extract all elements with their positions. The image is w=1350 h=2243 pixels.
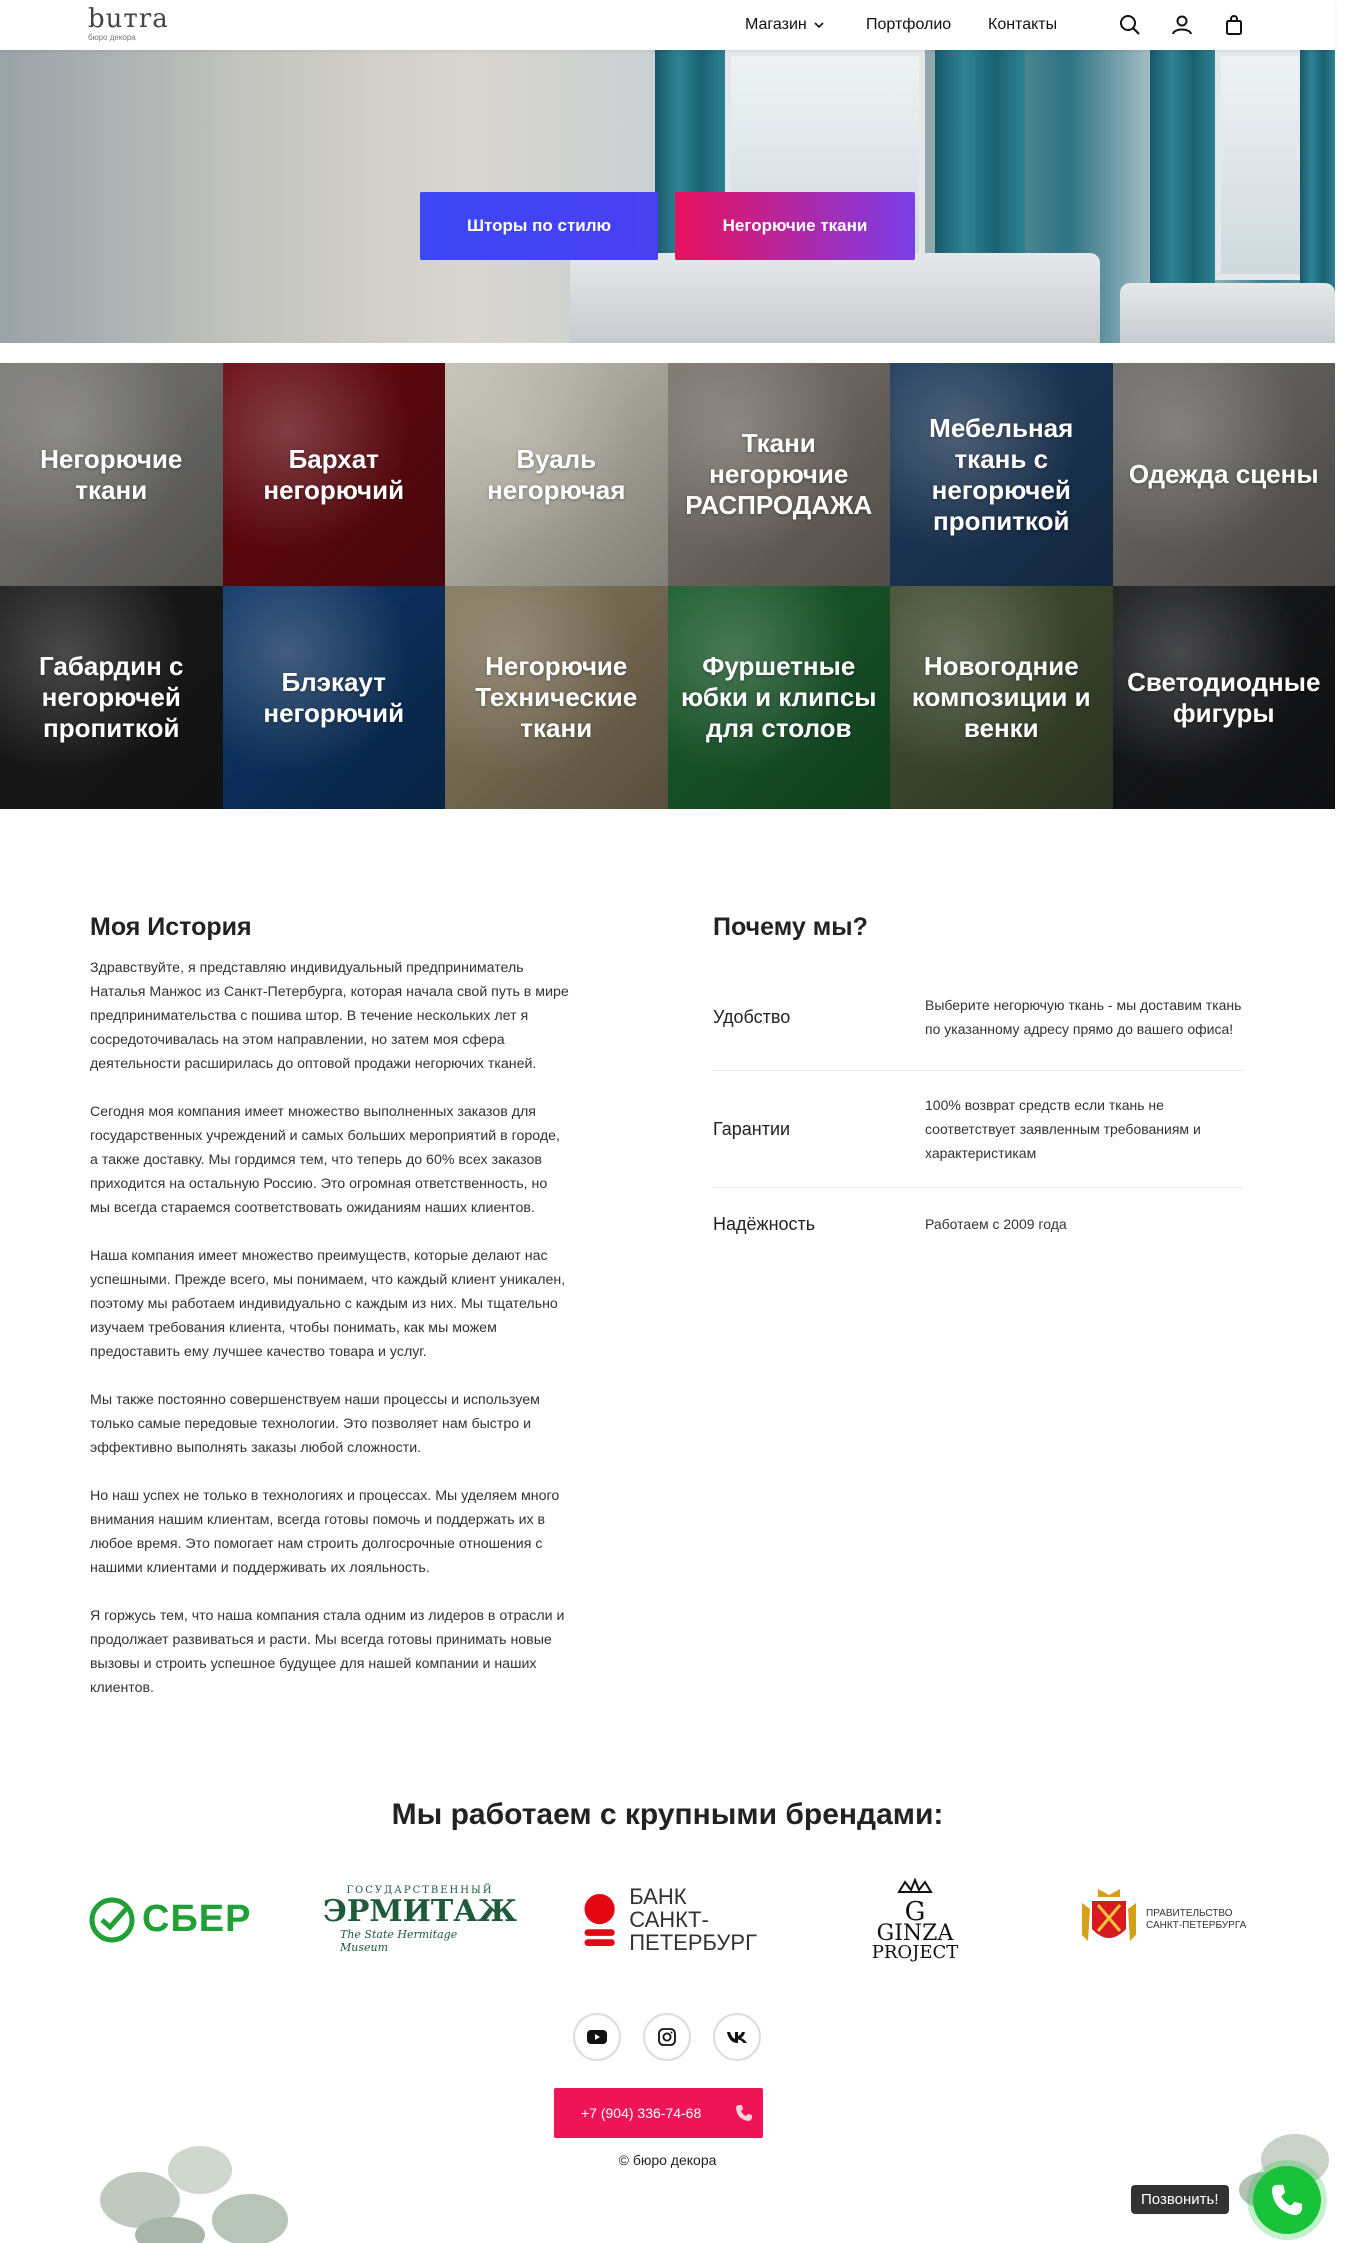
why-key: Надёжность [713,1213,816,1234]
category-label: Вуаль негорючая [487,443,626,505]
story-paragraph: Сегодня моя компания имеет множество выполненных заказов для государственных учреждений и самых больших мероприятий в городе, а также доставку. Мы гордимся тем, что теперь до 60% всех заказов приходится на остальную Россию. Это огромная ответственность, но мы всегда стараемся соответствовать ожиданиям наших клиентов. [90,1104,560,1216]
phone-icon [735,2104,753,2122]
search-icon[interactable] [1118,13,1142,37]
category-tile[interactable] [890,363,1113,586]
category-tile[interactable] [223,363,446,586]
hero-sofa [570,253,1100,343]
bank-line: ПЕТЕРБУРГ [629,1930,757,1955]
brands-title: Мы работаем с крупными брендами: [391,1798,944,1831]
category-label: Бархат негорючий [263,443,405,505]
category-tile[interactable] [668,363,891,586]
phone-number: +7 (904) 336-74-68 [581,2105,702,2121]
story-paragraph: Мы также постоянно совершенствуем наши процессы и используем только самые передовые технологии. Это позволяет нам быстро и эффективно выполнять заказы любой сложности. [90,1392,540,1456]
logo-mark: buтra [88,4,169,34]
category-tile[interactable] [1113,363,1336,586]
call-button[interactable] [1253,2166,1321,2234]
why-table [713,964,1243,1260]
copyright: © бюро декора [618,2152,717,2168]
category-label: Фуршетные юбки и клипсы для столов [680,651,877,743]
styles-curtains-button[interactable]: Шторы по стилю [420,192,658,260]
brand-hermitage [322,1872,518,1967]
logo-subtitle: бюро декора [88,33,136,42]
why-key: Удобство [713,1006,791,1027]
bank-logo-icon [582,1885,617,1955]
category-grid [0,363,1335,809]
category-tile[interactable] [668,586,891,809]
why-value: Выберите негорючую ткань - мы доставим ткань по указанному адресу прямо до вашего офиса! [925,997,1242,1037]
decorative-leaf-icon [80,2130,300,2243]
youtube-icon [587,2029,607,2045]
crown-icon [891,1878,939,1924]
hermitage-main: ЭРМИТАЖ [322,1894,518,1929]
svg-text:G: G [904,1896,926,1924]
call-tooltip[interactable]: Позвонить! [1131,2185,1229,2214]
coat-of-arms-icon [1078,1885,1140,1955]
hermitage-sub: The State Hermitage Museum [340,1928,458,1954]
fireproof-fabrics-button[interactable]: Негорючие ткани [675,192,915,260]
why-row [713,964,1243,1071]
category-label: Блэкаут негорючий [263,666,405,728]
nav-contacts[interactable]: Контакты [988,16,1058,33]
user-icon[interactable] [1170,13,1194,37]
category-label: Одежда сцены [1128,459,1319,489]
hermitage-top: ГОСУДАРСТВЕННЫЙ [346,1885,494,1896]
bag-icon[interactable] [1222,13,1246,37]
brand-bank-spb [582,1872,757,1967]
gov-line: САНКТ-ПЕТЕРБУРГА [1146,1919,1247,1931]
sber-text: СБЕР [142,1898,252,1940]
category-tile[interactable] [445,363,668,586]
gov-line: ПРАВИТЕЛЬСТВО [1146,1907,1233,1919]
why-title: Почему мы? [713,913,868,941]
category-label: Габардин с негорючей пропиткой [39,651,184,743]
nav-portfolio[interactable]: Портфолио [866,16,952,33]
hero-banner [0,50,1335,343]
instagram-button[interactable] [643,2013,691,2061]
chevron-down-icon [813,19,825,31]
site-header [0,0,1335,50]
vk-icon [726,2030,748,2044]
hero-sofa [1120,283,1335,343]
story-paragraph: Здравствуйте, я представляю индивидуальный предприниматель Наталья Манжос из Санкт-Петербурга, которая начала свой путь в мире предпринимательства с пошива штор. В течение нескольких лет я сосредоточивалась на этом направлении, но затем моя сфера деятельности расширилась до оптовой продажи негорючих тканей. [90,960,569,1072]
story-title: Моя История [90,913,252,941]
category-tile[interactable] [0,586,223,809]
brand-gov-spb [1078,1872,1248,1967]
category-label: Ткани негорючие РАСПРОДАЖА [685,428,873,520]
instagram-icon [658,2028,676,2046]
why-row [713,1071,1243,1188]
nav-shop[interactable] [745,0,825,50]
youtube-button[interactable] [573,2013,621,2061]
brand-sber [88,1872,258,1967]
category-tile[interactable] [890,586,1113,809]
why-row [713,1188,1243,1260]
why-value: 100% возврат средств если ткань не соответствует заявленным требованиям и характеристикам [925,1097,1201,1161]
category-label: Мебельная ткань с негорючей пропиткой [929,412,1074,536]
category-tile[interactable] [223,586,446,809]
nav-shop-label: Магазин [745,16,807,33]
category-label: Негорючие ткани [40,443,183,505]
phone-icon [1270,2183,1304,2217]
category-tile[interactable] [445,586,668,809]
category-label: Новогодние композиции и венки [911,651,1091,743]
category-label: Негорючие Технические ткани [475,651,638,743]
bank-line: БАНК [629,1884,687,1909]
story-paragraph: Я горжусь тем, что наша компания стала одним из лидеров в отрасли и продолжает развиваться и расти. Мы всегда готовы принимать новые вызовы и строить успешное будущее для нашей компании и наших клиентов. [90,1608,565,1696]
phone-button[interactable] [554,2088,763,2138]
category-label: Светодиодные фигуры [1127,666,1321,728]
sber-logo-icon [88,1896,136,1944]
category-tile[interactable] [1113,586,1336,809]
bank-line: САНКТ- [629,1907,709,1932]
site-logo[interactable] [88,4,169,45]
story-text [90,956,570,1724]
brand-ginza [870,1872,960,1967]
why-key: Гарантии [713,1118,791,1139]
why-value: Работаем с 2009 года [925,1216,1067,1232]
ginza-line: PROJECT [871,1941,959,1963]
vk-button[interactable] [713,2013,761,2061]
story-paragraph: Но наш успех не только в технологиях и процессах. Мы уделяем много внимания нашим клиентам, всегда готовы помочь и поддержать их в любое время. Это помогает нам строить долгосрочные отношения с нашими клиентами и поддерживать их лояльность. [90,1488,560,1576]
story-paragraph: Наша компания имеет множество преимуществ, которые делают нас успешными. Прежде всего, мы понимаем, что каждый клиент уникален, поэтому мы работаем индивидуально с каждым из них. Мы тщательно изучаем требования клиента, чтобы понимать, как мы можем предоставить ему лучшее качество товара и услуг. [90,1248,566,1360]
ginza-line: GINZA [876,1920,954,1946]
category-tile[interactable] [0,363,223,586]
